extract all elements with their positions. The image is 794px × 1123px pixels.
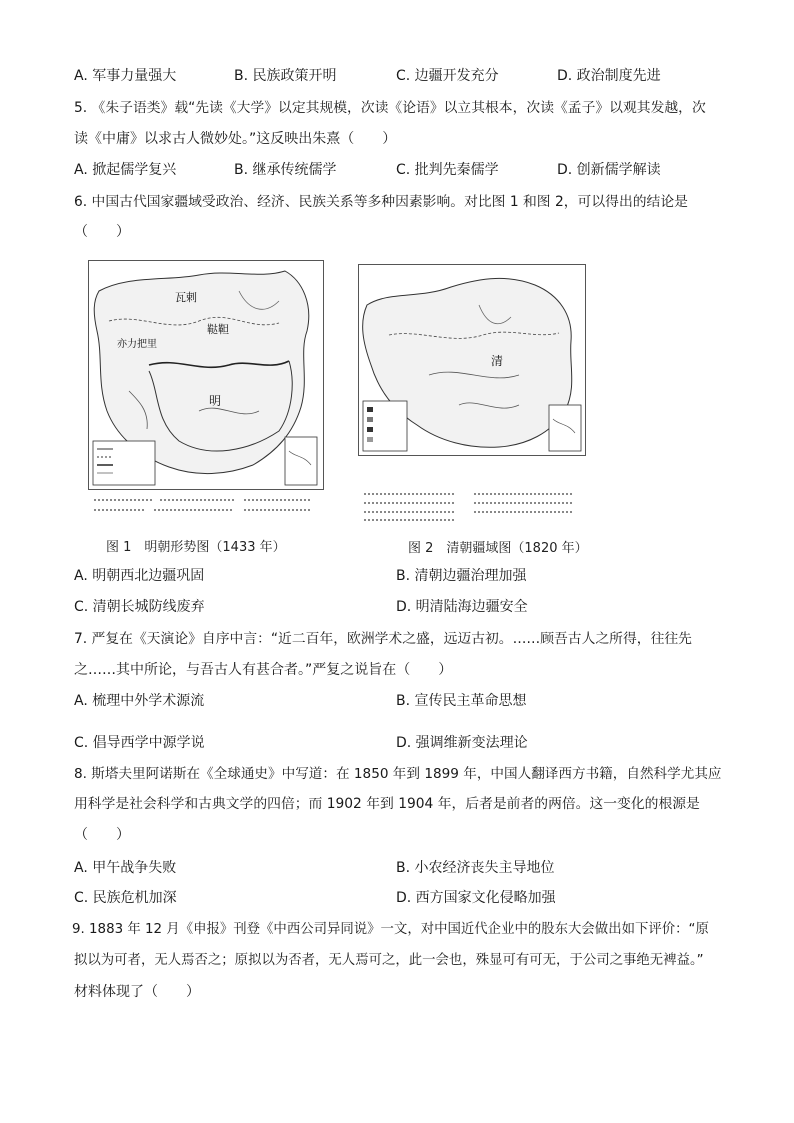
qing-map-inset — [549, 405, 581, 451]
q6-option-c[interactable]: C. 清朝长城防线废弃 — [74, 599, 205, 615]
q6-stem-line2: （ ） — [74, 224, 130, 240]
q4-option-c[interactable]: C. 边疆开发充分 — [396, 68, 499, 84]
q8-option-d[interactable]: D. 西方国家文化侵略加强 — [396, 890, 556, 906]
qing-map-svg — [359, 265, 585, 455]
q8-stem-line1: 8. 斯塔夫里阿诺斯在《全球通史》中写道：在 1850 年到 1899 年，中国人翻译西方书籍，自然科学尤其应 — [74, 766, 722, 782]
q6-option-b[interactable]: B. 清朝边疆治理加强 — [396, 568, 527, 584]
ming-map-label-tatar: 鞑靼 — [207, 323, 229, 336]
qing-map-label-qing: 清 — [491, 354, 504, 368]
ming-map-notes — [94, 496, 314, 514]
ming-map-label-ming: 明 — [209, 394, 222, 408]
ming-map-inset — [285, 437, 317, 485]
ming-map-legend — [93, 441, 155, 485]
q7-option-c[interactable]: C. 倡导西学中源学说 — [74, 735, 205, 751]
ming-map-svg — [89, 261, 323, 489]
q6-option-a[interactable]: A. 明朝西北边疆巩固 — [74, 568, 205, 584]
q4-option-d[interactable]: D. 政治制度先进 — [557, 68, 661, 84]
q8-stem-line3: （ ） — [74, 827, 130, 843]
q8-stem-line2: 用科学是社会科学和古典文学的四倍；而 1902 年到 1904 年，后者是前者的两倍。这一变化的根源是 — [74, 796, 700, 812]
qing-map-caption: 图 2 清朝疆域图（1820 年） — [408, 541, 588, 556]
ming-map-caption: 图 1 明朝形势图（1433 年） — [106, 540, 286, 555]
q5-option-c[interactable]: C. 批判先秦儒学 — [396, 162, 499, 178]
qing-map-notes — [364, 490, 576, 522]
q8-option-c[interactable]: C. 民族危机加深 — [74, 890, 177, 906]
ming-map-label-yilibali: 亦力把里 — [117, 339, 157, 350]
q6-stem-line1: 6. 中国古代国家疆域受政治、经济、民族关系等多种因素影响。对比图 1 和图 2，可以得出的结论是 — [74, 194, 688, 210]
q5-stem-line1: 5. 《朱子语类》载“先读《大学》以定其规模，次读《论语》以立其根本，次读《孟子》以观其发越，次 — [74, 100, 706, 116]
q9-stem-line3: 材料体现了（ ） — [74, 984, 200, 1000]
q4-option-a[interactable]: A. 军事力量强大 — [74, 68, 177, 84]
q5-option-a[interactable]: A. 掀起儒学复兴 — [74, 162, 177, 178]
q9-stem-line2: 拟以为可者，无人焉否之；原拟以为否者，无人焉可之，此一会也，殊显可有可无，于公司之事绝无裨益。” — [74, 953, 704, 968]
qing-map-figure — [358, 264, 586, 456]
q8-option-a[interactable]: A. 甲午战争失败 — [74, 860, 177, 876]
q5-option-b[interactable]: B. 继承传统儒学 — [234, 162, 337, 178]
q7-stem-line1: 7. 严复在《天演论》自序中言：“近二百年，欧洲学术之盛，远迈古初。……顾吾古人之所得，往往先 — [74, 631, 692, 647]
ming-map-figure — [88, 260, 324, 490]
q7-stem-line2: 之……其中所论，与吾古人有甚合者。”严复之说旨在（ ） — [74, 662, 453, 678]
q7-option-a[interactable]: A. 梳理中外学术源流 — [74, 693, 205, 709]
ming-map-label-oirat: 瓦剌 — [175, 291, 197, 304]
q7-option-b[interactable]: B. 宣传民主革命思想 — [396, 693, 527, 709]
q4-option-b[interactable]: B. 民族政策开明 — [234, 68, 337, 84]
q9-stem-line1: 9. 1883 年 12 月《申报》刊登《中西公司异同说》一文，对中国近代企业中的股东大会做出如下评价：“原 — [72, 922, 709, 937]
q6-option-d[interactable]: D. 明清陆海边疆安全 — [396, 599, 528, 615]
q8-option-b[interactable]: B. 小农经济丧失主导地位 — [396, 860, 555, 876]
q5-option-d[interactable]: D. 创新儒学解读 — [557, 162, 661, 178]
q5-stem-line2: 读《中庸》以求古人微妙处。”这反映出朱熹（ ） — [74, 131, 397, 147]
q7-option-d[interactable]: D. 强调维新变法理论 — [396, 735, 528, 751]
